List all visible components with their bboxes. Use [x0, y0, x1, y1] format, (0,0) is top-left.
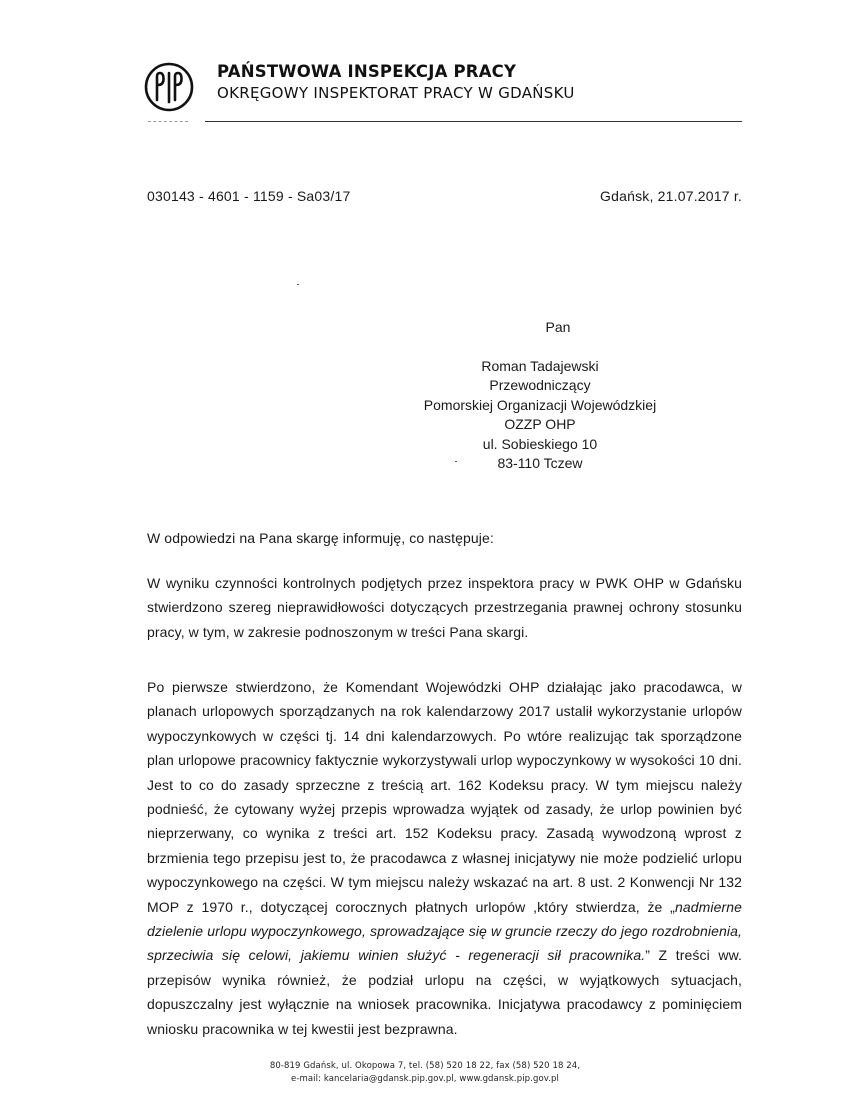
header-rule	[205, 121, 742, 122]
recipient-line: Pomorskiej Organizacji Wojewódzkiej	[423, 396, 657, 413]
scan-speck	[297, 284, 299, 285]
recipient-block	[420, 318, 660, 474]
recipient-line: ul. Sobieskiego 10	[482, 435, 598, 452]
recipient-line: Roman Tadajewski	[481, 357, 599, 374]
office-name: OKRĘGOWY INSPEKTORAT PRACY W GDAŃSKU	[217, 84, 575, 102]
convention-quote: nadmierne dzielenie urlopu wypoczynkowego, sprowadzające się w gruncie rzeczy do jego rozdrobnienia, sprzeciwia się celowi, jakiemu winien służyć - regeneracji sił pracownika.	[147, 898, 742, 964]
paragraph-2-text: Po pierwsze stwierdzono, że Komendant Wojewódzki OHP działając jako pracodawca, w planach urlopowych sporządzanych na rok kalendarzowy 2017 ustalił wykorzystanie urlopów wypoczynkowych w części tj. 14 dni kalendarzowych. Po wtóre realizując tak sporządzone plan urlopowe pracownicy faktycznie wykorzystywali urlop wypoczynkowy w wysokości 10 dni. Jest to co do zasady sprzeczne z treścią art. 162 Kodeksu pracy. W tym miejscu należy podnieść, że cytowany wyżej przepis wprowadza wyjątek od zasady, że urlop powinien być nieprzerwany, co wynika z treści art. 152 Kodeksu pracy. Zasadą wywodzoną wprost z brzmienia tego przepisu jest to, że pracodawca z własnej inicjatywy nie może podzielić urlopu wypoczynkowego na części. W tym miejscu należy wskazać na art. 8 ust. 2 Konwencji Nr 132 MOP z 1970 r., dotyczącej corocznych płatnych urlopów ,który stwierdza, że „	[147, 679, 742, 915]
recipient-line: OZZP OHP	[504, 416, 576, 432]
recipient-line: 83-110 Tczew	[497, 455, 583, 471]
place-date: Gdańsk, 21.07.2017 r.	[600, 188, 742, 204]
footer-contact: e-mail: kancelaria@gdansk.pip.gov.pl, www.gdansk.pip.gov.pl	[290, 1074, 559, 1084]
reference-number: 030143 - 4601 - 1159 - Sa03/17	[147, 188, 351, 204]
recipient-line: Przewodniczący	[489, 377, 591, 393]
paragraph-2-continuation: ” Z treści ww. przepisów wynika również, że podział urlopu na części, w wyjątkowych sytuacjach, dopuszczalny jest wyłącznie na wniosek pracownika. Inicjatywa pracodawcy z pominięciem wniosku pracownika w tej kwestii jest bezprawna.	[147, 947, 743, 1037]
paragraph-2	[147, 675, 742, 1041]
paragraph-1: W wyniku czynności kontrolnych podjętych przez inspektora pracy w PWK OHP w Gdańsku stwierdzono szereg nieprawidłowości dotyczących przestrzegania prawnej ochrony stosunku pracy, w tym, w zakresie podnoszonym w treści Pana skargi.	[147, 575, 742, 640]
header-tick	[148, 121, 188, 122]
footer-address: 80-819 Gdańsk, ul. Okopowa 7, tel. (58) 520 18 22, fax (58) 520 18 24,	[269, 1061, 581, 1071]
salutation: Pan	[545, 319, 571, 335]
opening-sentence: W odpowiedzi na Pana skargę informuję, co następuje:	[147, 530, 494, 546]
pip-logo	[144, 62, 194, 112]
institution-name: PAŃSTWOWA INSPEKCJA PRACY	[217, 62, 517, 81]
